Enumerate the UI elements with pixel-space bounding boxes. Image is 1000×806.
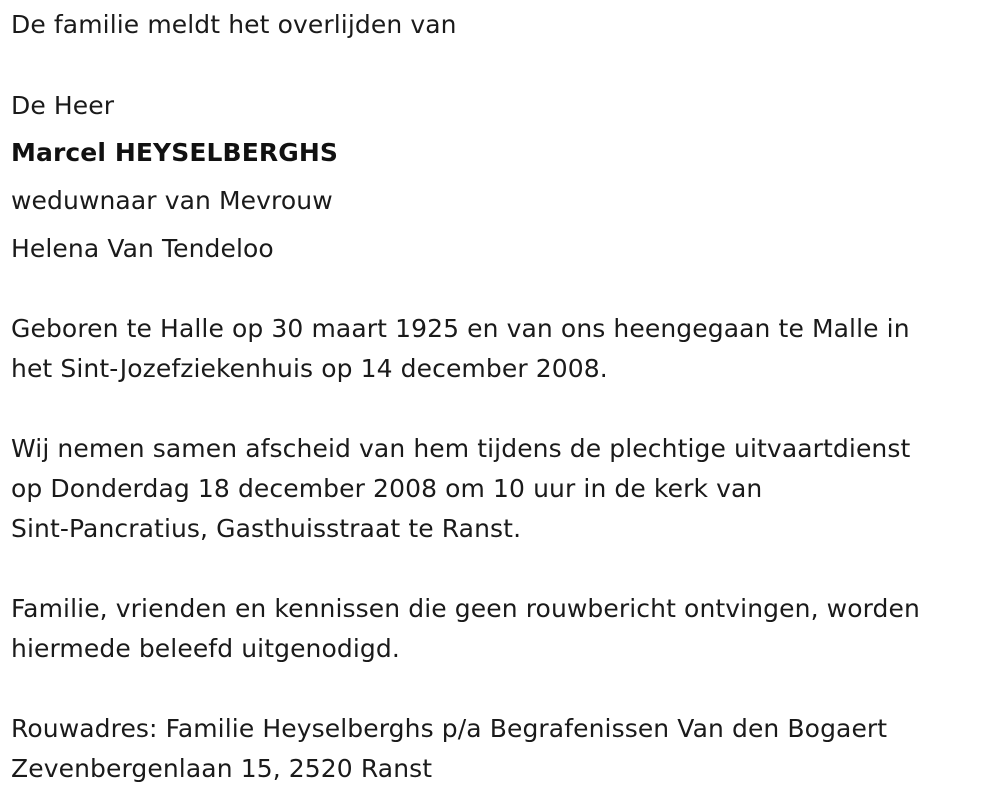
service-line-3: Sint-Pancratius, Gasthuisstraat te Ranst. — [11, 514, 522, 543]
invite-line-1: Familie, vrienden en kennissen die geen rouwbericht ontvingen, worden — [11, 594, 920, 623]
address-line-1: Rouwadres: Familie Heyselberghs p/a Begrafenissen Van den Bogaert — [11, 714, 888, 743]
birth-line-1: Geboren te Halle op 30 maart 1925 en van ons heengegaan te Malle in — [11, 314, 910, 343]
widower-line-2: Helena Van Tendeloo — [11, 234, 274, 263]
intro-text: De familie meldt het overlijden van — [11, 10, 457, 39]
birth-line-2: het Sint-Jozefziekenhuis op 14 december 2008. — [11, 354, 608, 383]
widower-line-1: weduwnaar van Mevrouw — [11, 186, 333, 215]
salutation: De Heer — [11, 91, 115, 120]
address-line-2: Zevenbergenlaan 15, 2520 Ranst — [11, 754, 433, 783]
invite-line-2: hiermede beleefd uitgenodigd. — [11, 634, 400, 663]
deceased-name: Marcel HEYSELBERGHS — [11, 138, 338, 167]
service-line-2: op Donderdag 18 december 2008 om 10 uur in de kerk van — [11, 474, 763, 503]
service-line-1: Wij nemen samen afscheid van hem tijdens de plechtige uitvaartdienst — [11, 434, 911, 463]
